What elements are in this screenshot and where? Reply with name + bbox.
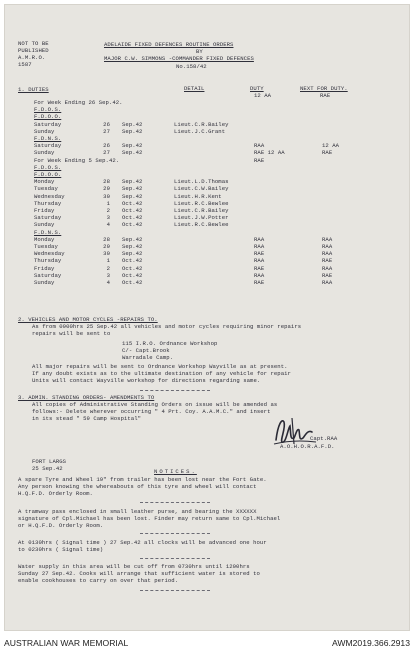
duty-row-duty: RAE bbox=[254, 250, 265, 258]
duty-row-detail: Lieut.J.W.Potter bbox=[174, 214, 229, 222]
duty-row-day: 30 bbox=[103, 192, 110, 200]
archive-id: AWM2019.366.2913 bbox=[331, 638, 410, 648]
duty-row-label: F.D.O.O. bbox=[34, 171, 62, 178]
duty-row-duty: RAA bbox=[254, 271, 265, 279]
header-left-2: PUBLISHED bbox=[18, 47, 49, 54]
col-detail: DETAIL bbox=[184, 85, 205, 92]
duty-row-detail: Lieut.J.C.Grant bbox=[174, 127, 226, 135]
duty-row-month: Sep.42 bbox=[122, 243, 143, 250]
duty-row-day: 2 bbox=[106, 207, 110, 214]
admin-line-1: All copies of Administrative Standing Orders on issue will be amended as bbox=[32, 401, 278, 408]
notice-divider-3 bbox=[140, 558, 210, 559]
notice-1-line-1: A spare Tyre and Wheel 19" from trailer has been lost near the Fort Gate. bbox=[18, 476, 267, 483]
duty-row-next: RAE bbox=[322, 271, 333, 279]
duty-row-label: Saturday bbox=[34, 120, 62, 128]
duty-row-month: Sep.42 bbox=[122, 178, 143, 186]
duty-row-day: 2 bbox=[106, 264, 110, 272]
duty-row-label: F.D.O.O. bbox=[34, 113, 62, 121]
signature-rank: Capt.RAA bbox=[310, 435, 338, 442]
notice-4-line-2: Sunday 27 Sep.42. Cooks will arrange that sufficient water is stored to bbox=[18, 570, 260, 577]
duty-row-detail: Lieut.C.R.Bailey bbox=[174, 207, 229, 214]
duty-row-day: 28 bbox=[103, 178, 110, 186]
vehicles-address-1: 115 I.R.O. Ordnance Workshop bbox=[122, 340, 218, 347]
duty-row-day: 29 bbox=[103, 185, 110, 193]
duty-row-label: Monday bbox=[34, 235, 55, 243]
duty-row-next: 12 AA bbox=[322, 142, 340, 150]
duty-row-label: Thursday bbox=[34, 199, 62, 207]
archive-footer bbox=[0, 633, 414, 653]
notice-divider-1 bbox=[140, 502, 210, 503]
admin-heading: 3. ADMIN. STANDING ORDERS- AMENDMENTS TO bbox=[18, 394, 155, 401]
vehicles-p1-2: repairs will be sent to bbox=[32, 330, 111, 337]
vehicles-p1-1: As from 0900hrs 25 Sep.42 all vehicles and motor cycles requiring minor repairs bbox=[32, 323, 302, 330]
duty-row-next: RAA bbox=[322, 264, 333, 272]
admin-line-3: in its stead " 59 Camp Hospital" bbox=[32, 415, 142, 422]
vehicles-p2-2: If any doubt exists as to the ultimate destination of any vehicle for repair bbox=[32, 370, 291, 377]
duty-row-day: 4 bbox=[106, 221, 110, 229]
duty-row-month: Sep.42 bbox=[122, 250, 143, 258]
duty-row-month: Sep.42 bbox=[122, 192, 143, 200]
date-line: 25 Sep.42 bbox=[32, 465, 63, 472]
duty-row-duty: RAE bbox=[254, 264, 265, 272]
duty-row-day: 27 bbox=[103, 149, 110, 157]
duty-row-next: RAA bbox=[322, 279, 333, 286]
subcol-next: RAE bbox=[320, 92, 331, 99]
signature-role: A.O.H.O.R.A.F.D. bbox=[280, 443, 335, 450]
duty-row-month: Sep.42 bbox=[122, 185, 143, 193]
archive-name: AUSTRALIAN WAR MEMORIAL bbox=[4, 638, 129, 648]
duty-row-day: 26 bbox=[103, 120, 110, 128]
duty-row-detail: Lieut.L.D.Thomas bbox=[174, 178, 229, 186]
duty-row-month: Sep.42 bbox=[122, 142, 143, 150]
duty-row-detail: Lieut.R.C.Bewlee bbox=[174, 199, 229, 207]
section-divider bbox=[140, 390, 210, 391]
duty-row-day: 4 bbox=[106, 279, 110, 286]
duty-row-label: For Week Ending 5 Sep.42. bbox=[34, 156, 120, 164]
duty-row-label: Tuesday bbox=[34, 185, 58, 193]
duty-row-month: Oct.42 bbox=[122, 264, 143, 272]
duty-row-label: Friday bbox=[34, 207, 55, 214]
order-title: ADELAIDE FIXED DEFENCES ROUTINE ORDERS bbox=[104, 41, 234, 48]
duty-row-duty: RAE bbox=[254, 156, 265, 164]
duty-row-detail: Lieut.C.R.Bailey bbox=[174, 120, 229, 128]
notice-2-line-3: or H.Q.F.D. Orderly Room. bbox=[18, 522, 104, 529]
duty-row-day: 27 bbox=[103, 127, 110, 135]
duty-row-detail: Lieut.R.C.Bewlee bbox=[174, 221, 229, 229]
duty-row-day: 26 bbox=[103, 142, 110, 150]
duty-row-month: Oct.42 bbox=[122, 199, 143, 207]
commander-line: MAJOR C.W. SIMMONS -COMMANDER FIXED DEFENCES bbox=[104, 55, 254, 62]
vehicles-heading: 2. VEHICLES AND MOTOR CYCLES -REPAIRS TO. bbox=[18, 316, 158, 323]
vehicles-address-3: Warradale Camp. bbox=[122, 354, 174, 361]
duty-row-day: 28 bbox=[103, 235, 110, 243]
duty-row-duty: RAE bbox=[254, 279, 265, 286]
duty-row-month: Sep.42 bbox=[122, 120, 143, 128]
notice-4-line-3: enable cookhouses to carry on over that period. bbox=[18, 577, 179, 584]
header-left-4: 1587 bbox=[18, 61, 32, 68]
duty-row-next: RAA bbox=[322, 243, 333, 250]
duty-row-month: Oct.42 bbox=[122, 279, 143, 286]
duty-row-label: Sunday bbox=[34, 221, 55, 229]
duty-row-duty: RAA bbox=[254, 257, 265, 265]
duty-row-month: Sep.42 bbox=[122, 149, 143, 157]
duty-row-month: Sep.42 bbox=[122, 127, 143, 135]
duties-heading: 1. DUTIES bbox=[18, 86, 49, 93]
duty-row-duty: RAA bbox=[254, 235, 265, 243]
duty-row-label: Wednesday bbox=[34, 192, 65, 200]
duty-row-label: F.D.N.S. bbox=[34, 135, 62, 142]
order-by: BY bbox=[196, 48, 203, 55]
duty-row-label: Sunday bbox=[34, 127, 55, 135]
duty-row-label: F.D.N.S. bbox=[34, 228, 62, 236]
header-left-1: NOT TO BE bbox=[18, 40, 49, 47]
duty-row-next: RAA bbox=[322, 235, 333, 243]
typed-document-page bbox=[4, 4, 410, 631]
notice-2-line-1: A tramway pass enclosed in small leather purse, and bearing the XXXXXX bbox=[18, 508, 257, 515]
notice-3-line-1: At 0130hrs ( Signal time ) 27 Sep.42 all clocks will be advanced one hour bbox=[18, 539, 267, 546]
duty-row-label: Sunday bbox=[34, 149, 55, 157]
place-line: FORT LARGS bbox=[32, 458, 67, 465]
duty-row-label: Saturday bbox=[34, 142, 62, 150]
duty-row-label: Wednesday bbox=[34, 250, 65, 258]
duty-row-next: RAE bbox=[322, 149, 333, 157]
order-number: No.158/42 bbox=[176, 63, 207, 70]
notices-heading: NOTICES. bbox=[154, 468, 197, 475]
duty-row-day: 1 bbox=[106, 199, 110, 207]
subcol-duty: 12 AA bbox=[254, 92, 272, 99]
duty-row-label: Tuesday bbox=[34, 243, 58, 250]
duty-row-next: RAA bbox=[322, 250, 333, 258]
duty-row-label: Saturday bbox=[34, 214, 62, 222]
duty-row-label: Sunday bbox=[34, 279, 55, 286]
duty-row-month: Oct.42 bbox=[122, 214, 143, 222]
duty-row-duty: RAE 12 AA bbox=[254, 149, 285, 157]
notice-3-line-2: to 0230hrs ( Signal time) bbox=[18, 546, 104, 553]
duty-row-day: 3 bbox=[106, 271, 110, 279]
notice-1-line-2: Any person knowing the whereabouts of this tyre and wheel will contact bbox=[18, 483, 257, 490]
duty-row-label: Thursday bbox=[34, 257, 62, 265]
col-duty: DUTY bbox=[250, 85, 264, 92]
duty-row-month: Oct.42 bbox=[122, 257, 143, 265]
duty-row-month: Oct.42 bbox=[122, 221, 143, 229]
duty-row-label: Friday bbox=[34, 264, 55, 272]
notice-divider-4 bbox=[140, 590, 210, 591]
duty-row-day: 29 bbox=[103, 243, 110, 250]
notice-divider-2 bbox=[140, 533, 210, 534]
duty-row-label: F.D.O.S. bbox=[34, 163, 62, 171]
notice-4-line-1: Water supply in this area will be cut off from 0730hrs until 1200hrs bbox=[18, 563, 250, 570]
duty-row-day: 30 bbox=[103, 250, 110, 258]
vehicles-p2-1: All major repairs will be sent to Ordnance Workshop Wayville as at present. bbox=[32, 363, 288, 370]
duty-row-duty: RAA bbox=[254, 142, 265, 150]
notice-1-line-3: H.Q.F.D. Orderly Room. bbox=[18, 490, 93, 497]
vehicles-address-2: C/- Capt.Brook bbox=[122, 347, 170, 354]
duty-row-detail: Lieut.C.W.Bailey bbox=[174, 185, 229, 193]
duty-row-detail: Lieut.H.R.Kent bbox=[174, 192, 222, 200]
duty-row-day: 1 bbox=[106, 257, 110, 265]
header-left-3: A.M.R.O. bbox=[18, 54, 46, 61]
col-next: NEXT FOR DUTY. bbox=[300, 85, 348, 92]
notice-2-line-2: signature of Cpl.Michael has been lost. Finder may return same to Cpl.Michael bbox=[18, 515, 281, 522]
admin-line-2: follows:- Delete wherever occurring " 4 Prt. Coy. A.A.M.C." and insert bbox=[32, 408, 271, 415]
duty-row-month: Sep.42 bbox=[122, 235, 143, 243]
duty-row-label: Monday bbox=[34, 178, 55, 186]
duty-row-month: Oct.42 bbox=[122, 207, 143, 214]
duty-row-duty: RAA bbox=[254, 243, 265, 250]
duty-row-day: 3 bbox=[106, 214, 110, 222]
duty-row-label: For Week Ending 26 Sep.42. bbox=[34, 99, 123, 106]
duty-row-label: F.D.O.S. bbox=[34, 106, 62, 114]
duty-row-next: RAE bbox=[322, 257, 333, 265]
vehicles-p2-3: Units will contact Wayville workshop for directions regarding same. bbox=[32, 377, 261, 384]
duty-row-month: Oct.42 bbox=[122, 271, 143, 279]
duty-row-label: Saturday bbox=[34, 271, 62, 279]
